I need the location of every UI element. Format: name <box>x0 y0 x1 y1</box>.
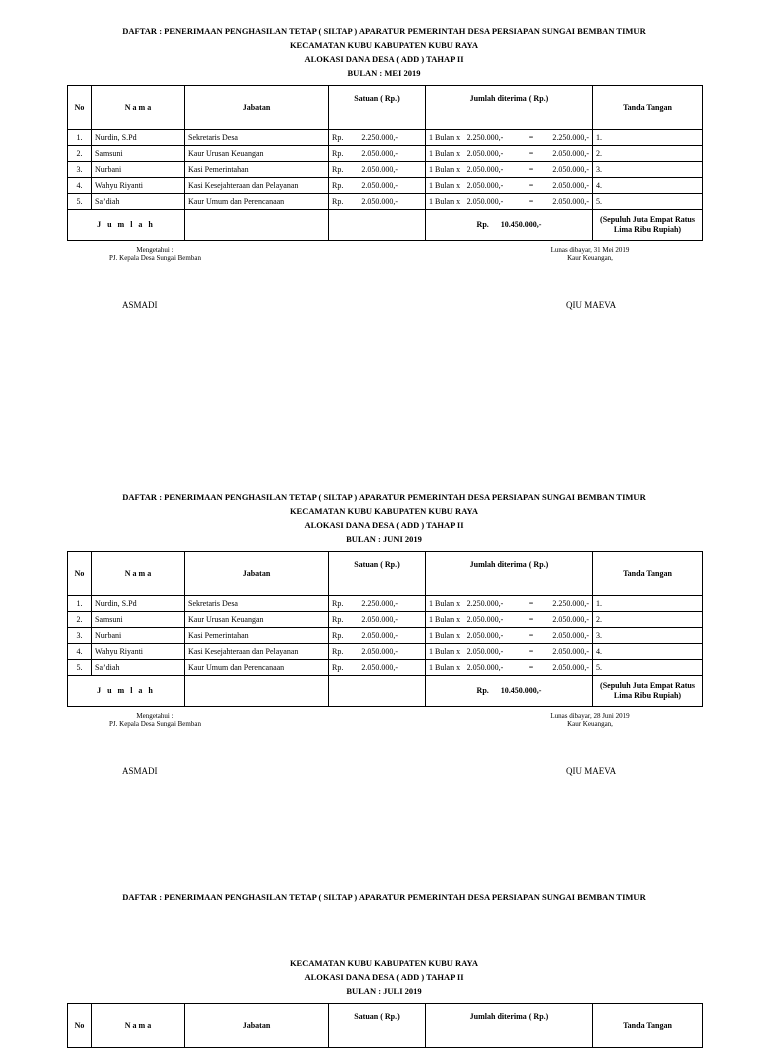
row-satuan <box>329 596 426 612</box>
summary-empty <box>329 676 426 707</box>
total-value: 2.050.000,- <box>552 614 589 624</box>
row-no: 5. <box>68 194 92 210</box>
rp-label: Rp. <box>332 164 344 174</box>
summary-total <box>426 676 593 707</box>
table-row <box>68 178 703 194</box>
bulan-label: 1 Bulan x <box>429 148 461 158</box>
heading-daftar: DAFTAR : PENERIMAAN PENGHASILAN TETAP ( SILTAP ) APARATUR PEMERINTAH DESA PERSIAPAN SUNGAI BEMBAN TIMUR <box>122 892 646 902</box>
row-nama: Wahyu Riyanti <box>92 178 185 194</box>
row-no: 5. <box>68 660 92 676</box>
rp-label: Rp. <box>332 196 344 206</box>
row-nama: Samsuni <box>92 612 185 628</box>
header-no: No <box>68 1004 92 1048</box>
header-no: No <box>68 86 92 130</box>
sign-left <box>90 712 220 728</box>
row-jabatan: Kaur Urusan Keuangan <box>185 146 329 162</box>
rp-label: Rp. <box>332 148 344 158</box>
row-no: 1. <box>68 596 92 612</box>
row-no: 1. <box>68 130 92 146</box>
payment-table <box>67 551 703 707</box>
summary-empty <box>185 676 329 707</box>
mengetahui-label: Mengetahui : <box>136 712 174 720</box>
table-row <box>68 628 703 644</box>
mengetahui-label: Mengetahui : <box>136 246 174 254</box>
sign-left <box>90 246 220 262</box>
summary-empty <box>185 210 329 241</box>
pj-label: PJ. Kepala Desa Sungai Bemban <box>109 720 201 728</box>
row-nama: Nurbani <box>92 162 185 178</box>
header-nama: N a m a <box>92 1004 185 1048</box>
summary-row <box>68 210 703 241</box>
heading-kecamatan: KECAMATAN KUBU KABUPATEN KUBU RAYA <box>289 958 479 968</box>
row-nama: Nurbani <box>92 628 185 644</box>
row-tanda-tangan: 5. <box>593 194 703 210</box>
satuan-value: 2.050.000,- <box>361 630 398 640</box>
total-value: 2.050.000,- <box>552 148 589 158</box>
heading-bulan: BULAN : JULI 2019 <box>346 986 422 996</box>
heading-alokasi: ALOKASI DANA DESA ( ADD ) TAHAP II <box>304 972 464 982</box>
satuan-value: 2.050.000,- <box>361 148 398 158</box>
equals-sign: = <box>528 646 534 656</box>
amount-value: 2.050.000,- <box>466 630 504 640</box>
payment-table <box>67 1003 703 1048</box>
bulan-label: 1 Bulan x <box>429 598 461 608</box>
summary-words: (Sepuluh Juta Empat Ratus Lima Ribu Rupiah) <box>593 210 703 241</box>
table-row <box>68 644 703 660</box>
row-jabatan: Kaur Umum dan Perencanaan <box>185 194 329 210</box>
section-juni <box>0 490 768 790</box>
satuan-value: 2.050.000,- <box>361 180 398 190</box>
header-jabatan: Jabatan <box>185 1004 329 1048</box>
row-jabatan: Kasi Pemerintahan <box>185 162 329 178</box>
row-no: 4. <box>68 178 92 194</box>
heading-bulan: BULAN : MEI 2019 <box>347 68 421 78</box>
header-jabatan: Jabatan <box>185 86 329 130</box>
total-value: 2.050.000,- <box>552 662 589 672</box>
row-jabatan: Kaur Urusan Keuangan <box>185 612 329 628</box>
header-nama: N a m a <box>92 552 185 596</box>
row-jabatan: Kasi Kesejahteraan dan Pelayanan <box>185 178 329 194</box>
amount-value: 2.250.000,- <box>466 598 504 608</box>
row-satuan <box>329 660 426 676</box>
header-jumlah: Jumlah diterima ( Rp.) <box>426 86 593 130</box>
row-nama: Sa’diah <box>92 660 185 676</box>
heading-daftar: DAFTAR : PENERIMAAN PENGHASILAN TETAP ( SILTAP ) APARATUR PEMERINTAH DESA PERSIAPAN SUNGAI BEMBAN TIMUR <box>122 492 646 502</box>
section-mei <box>0 24 768 324</box>
table-header-row <box>68 1004 703 1048</box>
rp-label: Rp. <box>332 598 344 608</box>
summary-label: J u m l a h <box>68 210 185 241</box>
summary-words: (Sepuluh Juta Empat Ratus Lima Ribu Rupiah) <box>593 676 703 707</box>
header-tanda-tangan: Tanda Tangan <box>593 552 703 596</box>
equals-sign: = <box>528 662 534 672</box>
equals-sign: = <box>528 614 534 624</box>
bulan-label: 1 Bulan x <box>429 132 461 142</box>
header-jabatan: Jabatan <box>185 552 329 596</box>
row-satuan <box>329 194 426 210</box>
equals-sign: = <box>528 148 534 158</box>
bulan-label: 1 Bulan x <box>429 164 461 174</box>
table-row <box>68 130 703 146</box>
heading-kecamatan: KECAMATAN KUBU KABUPATEN KUBU RAYA <box>289 40 479 50</box>
summary-total <box>426 210 593 241</box>
heading <box>0 24 768 80</box>
heading-bulan: BULAN : JUNI 2019 <box>346 534 422 544</box>
heading-daftar: DAFTAR : PENERIMAAN PENGHASILAN TETAP ( SILTAP ) APARATUR PEMERINTAH DESA PERSIAPAN SUNGAI BEMBAN TIMUR <box>122 26 646 36</box>
row-tanda-tangan: 3. <box>593 162 703 178</box>
total-value: 2.050.000,- <box>552 180 589 190</box>
row-jabatan: Kasi Pemerintahan <box>185 628 329 644</box>
row-tanda-tangan: 2. <box>593 146 703 162</box>
equals-sign: = <box>528 598 534 608</box>
row-jabatan: Kasi Kesejahteraan dan Pelayanan <box>185 644 329 660</box>
table-row <box>68 162 703 178</box>
row-tanda-tangan: 5. <box>593 660 703 676</box>
satuan-value: 2.050.000,- <box>361 662 398 672</box>
summary-rp: Rp. <box>476 220 489 229</box>
heading <box>0 956 768 998</box>
row-satuan <box>329 130 426 146</box>
signer-left-name: ASMADI <box>122 766 158 776</box>
row-tanda-tangan: 2. <box>593 612 703 628</box>
satuan-value: 2.050.000,- <box>361 614 398 624</box>
row-nama: Wahyu Riyanti <box>92 644 185 660</box>
row-jumlah <box>426 194 593 210</box>
header-satuan: Satuan ( Rp.) <box>329 1004 426 1048</box>
total-value: 2.050.000,- <box>552 630 589 640</box>
row-jumlah <box>426 660 593 676</box>
table-header-row <box>68 86 703 130</box>
summary-empty <box>329 210 426 241</box>
rp-label: Rp. <box>332 180 344 190</box>
row-no: 3. <box>68 162 92 178</box>
rp-label: Rp. <box>332 646 344 656</box>
row-satuan <box>329 162 426 178</box>
header-tanda-tangan: Tanda Tangan <box>593 1004 703 1048</box>
amount-value: 2.050.000,- <box>466 662 504 672</box>
rp-label: Rp. <box>332 614 344 624</box>
table-row <box>68 612 703 628</box>
summary-row <box>68 676 703 707</box>
amount-value: 2.050.000,- <box>466 164 504 174</box>
row-jumlah <box>426 178 593 194</box>
row-satuan <box>329 628 426 644</box>
row-nama: Samsuni <box>92 146 185 162</box>
heading-alokasi: ALOKASI DANA DESA ( ADD ) TAHAP II <box>304 520 464 530</box>
amount-value: 2.050.000,- <box>466 180 504 190</box>
equals-sign: = <box>528 132 534 142</box>
header-nama: N a m a <box>92 86 185 130</box>
table-header-row <box>68 552 703 596</box>
pj-label: PJ. Kepala Desa Sungai Bemban <box>109 254 201 262</box>
summary-total-value: 10.450.000,- <box>500 686 542 695</box>
row-nama: Nurdin, S.Pd <box>92 596 185 612</box>
total-value: 2.050.000,- <box>552 164 589 174</box>
header-jumlah: Jumlah diterima ( Rp.) <box>426 1004 593 1048</box>
rp-label: Rp. <box>332 132 344 142</box>
amount-value: 2.250.000,- <box>466 132 504 142</box>
satuan-value: 2.050.000,- <box>361 646 398 656</box>
amount-value: 2.050.000,- <box>466 196 504 206</box>
row-satuan <box>329 146 426 162</box>
row-tanda-tangan: 4. <box>593 644 703 660</box>
satuan-value: 2.050.000,- <box>361 196 398 206</box>
table-row <box>68 660 703 676</box>
bulan-label: 1 Bulan x <box>429 630 461 640</box>
summary-label: J u m l a h <box>68 676 185 707</box>
equals-sign: = <box>528 164 534 174</box>
kaur-label: Kaur Keuangan, <box>567 254 613 262</box>
heading <box>0 490 768 546</box>
row-jumlah <box>426 628 593 644</box>
equals-sign: = <box>528 196 534 206</box>
row-jumlah <box>426 596 593 612</box>
equals-sign: = <box>528 180 534 190</box>
row-jumlah <box>426 130 593 146</box>
rp-label: Rp. <box>332 662 344 672</box>
signer-right-name: QIU MAEVA <box>566 300 617 310</box>
total-value: 2.250.000,- <box>552 598 589 608</box>
payment-table <box>67 85 703 241</box>
row-tanda-tangan: 1. <box>593 596 703 612</box>
amount-value: 2.050.000,- <box>466 148 504 158</box>
row-satuan <box>329 612 426 628</box>
header-jumlah: Jumlah diterima ( Rp.) <box>426 552 593 596</box>
signer-right-name: QIU MAEVA <box>566 766 617 776</box>
bulan-label: 1 Bulan x <box>429 646 461 656</box>
total-value: 2.050.000,- <box>552 646 589 656</box>
row-satuan <box>329 178 426 194</box>
row-jumlah <box>426 146 593 162</box>
row-tanda-tangan: 1. <box>593 130 703 146</box>
row-jabatan: Sekretaris Desa <box>185 596 329 612</box>
total-value: 2.250.000,- <box>552 132 589 142</box>
header-no: No <box>68 552 92 596</box>
header-satuan: Satuan ( Rp.) <box>329 552 426 596</box>
row-jumlah <box>426 612 593 628</box>
table-row <box>68 194 703 210</box>
rp-label: Rp. <box>332 630 344 640</box>
total-value: 2.050.000,- <box>552 196 589 206</box>
section-juli <box>0 890 768 1030</box>
row-no: 2. <box>68 612 92 628</box>
lunas-label: Lunas dibayar, 31 Mei 2019 <box>550 246 630 254</box>
equals-sign: = <box>528 630 534 640</box>
row-jumlah <box>426 162 593 178</box>
row-satuan <box>329 644 426 660</box>
row-tanda-tangan: 4. <box>593 178 703 194</box>
table-row <box>68 146 703 162</box>
bulan-label: 1 Bulan x <box>429 662 461 672</box>
table-row <box>68 596 703 612</box>
satuan-value: 2.250.000,- <box>361 132 398 142</box>
row-no: 2. <box>68 146 92 162</box>
bulan-label: 1 Bulan x <box>429 196 461 206</box>
row-no: 3. <box>68 628 92 644</box>
amount-value: 2.050.000,- <box>466 614 504 624</box>
row-no: 4. <box>68 644 92 660</box>
summary-rp: Rp. <box>476 686 489 695</box>
bulan-label: 1 Bulan x <box>429 180 461 190</box>
signer-left-name: ASMADI <box>122 300 158 310</box>
heading-alokasi: ALOKASI DANA DESA ( ADD ) TAHAP II <box>304 54 464 64</box>
row-tanda-tangan: 3. <box>593 628 703 644</box>
summary-total-value: 10.450.000,- <box>500 220 542 229</box>
row-jabatan: Sekretaris Desa <box>185 130 329 146</box>
row-nama: Sa’diah <box>92 194 185 210</box>
row-jumlah <box>426 644 593 660</box>
header-satuan: Satuan ( Rp.) <box>329 86 426 130</box>
header-tanda-tangan: Tanda Tangan <box>593 86 703 130</box>
amount-value: 2.050.000,- <box>466 646 504 656</box>
row-jabatan: Kaur Umum dan Perencanaan <box>185 660 329 676</box>
heading-kecamatan: KECAMATAN KUBU KABUPATEN KUBU RAYA <box>289 506 479 516</box>
lunas-label: Lunas dibayar, 28 Juni 2019 <box>550 712 630 720</box>
satuan-value: 2.050.000,- <box>361 164 398 174</box>
satuan-value: 2.250.000,- <box>361 598 398 608</box>
bulan-label: 1 Bulan x <box>429 614 461 624</box>
sign-right <box>535 246 645 262</box>
kaur-label: Kaur Keuangan, <box>567 720 613 728</box>
sign-right <box>535 712 645 728</box>
row-nama: Nurdin, S.Pd <box>92 130 185 146</box>
